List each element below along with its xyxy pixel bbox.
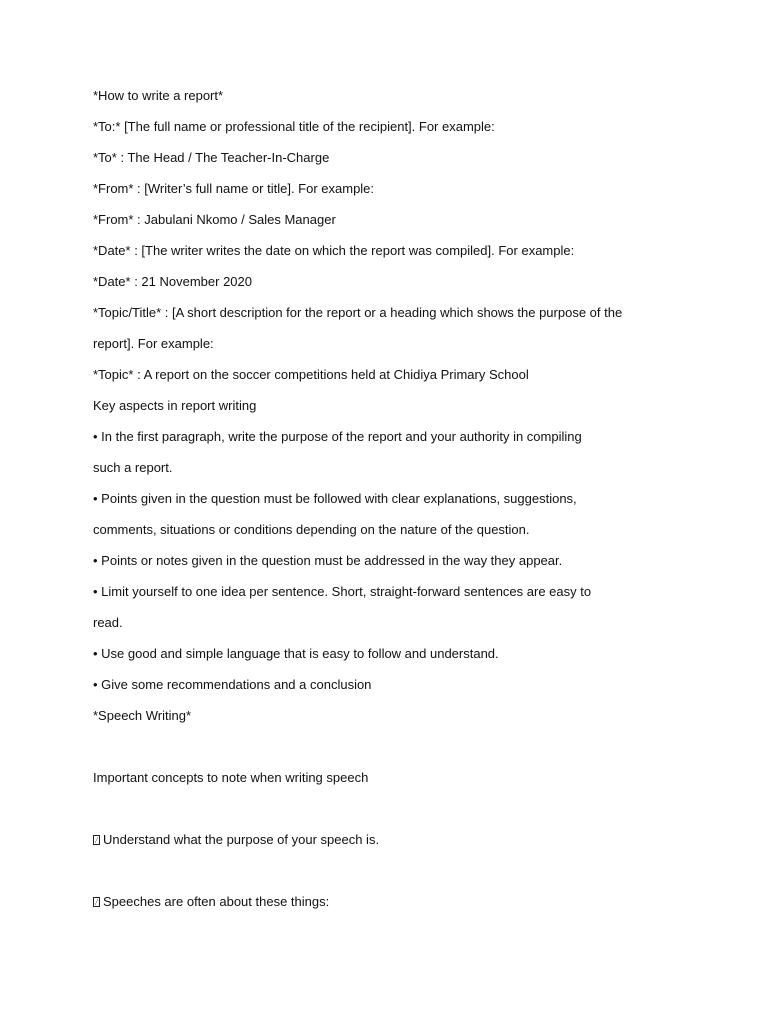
bullet-points-addressed: • Points or notes given in the question must be addressed in the way they appear. [93,553,563,568]
bullet-first-paragraph-cont: such a report. [93,460,173,475]
bullet-recommendations: • Give some recommendations and a conclusion [93,677,372,692]
bullet-points-explanations-cont: comments, situations or conditions depending on the nature of the question. [93,522,530,537]
list-item-purpose [93,832,379,848]
text-line-to-def: *To:* [The full name or professional title of the recipient]. For example: [93,119,495,134]
bullet-one-idea: • Limit yourself to one idea per sentence. Short, straight-forward sentences are easy to [93,584,592,599]
subheading-key-aspects: Key aspects in report writing [93,398,257,413]
text-line-date-example: *Date* : 21 November 2020 [93,274,252,289]
bullet-points-explanations: • Points given in the question must be followed with clear explanations, suggestions, [93,491,577,506]
heading-speech-writing: *Speech Writing* [93,708,192,723]
text-line-topic-def-cont: report]. For example: [93,336,214,351]
text-important-concepts: Important concepts to note when writing speech [93,770,369,785]
text-line-from-def: *From* : [Writer’s full name or title]. For example: [93,181,375,196]
list-item-speeches-about [93,894,329,910]
missing-glyph-icon [93,897,100,907]
list-item-purpose-text: Understand what the purpose of your speech is. [103,832,380,847]
bullet-one-idea-cont: read. [93,615,123,630]
text-line-date-def: *Date* : [The writer writes the date on which the report was compiled]. For example: [93,243,575,258]
bullet-simple-language: • Use good and simple language that is easy to follow and understand. [93,646,499,661]
bullet-first-paragraph: • In the first paragraph, write the purpose of the report and your authority in compiling [93,429,582,444]
text-line-to-example: *To* : The Head / The Teacher-In-Charge [93,150,330,165]
text-line-from-example: *From* : Jabulani Nkomo / Sales Manager [93,212,336,227]
list-item-speeches-about-text: Speeches are often about these things: [103,894,330,909]
text-line-topic-example: *Topic* : A report on the soccer competitions held at Chidiya Primary School [93,367,529,382]
heading-report: *How to write a report* [93,88,224,103]
missing-glyph-icon [93,835,100,845]
text-line-topic-def: *Topic/Title* : [A short description for the report or a heading which shows the purpose of the [93,305,623,320]
